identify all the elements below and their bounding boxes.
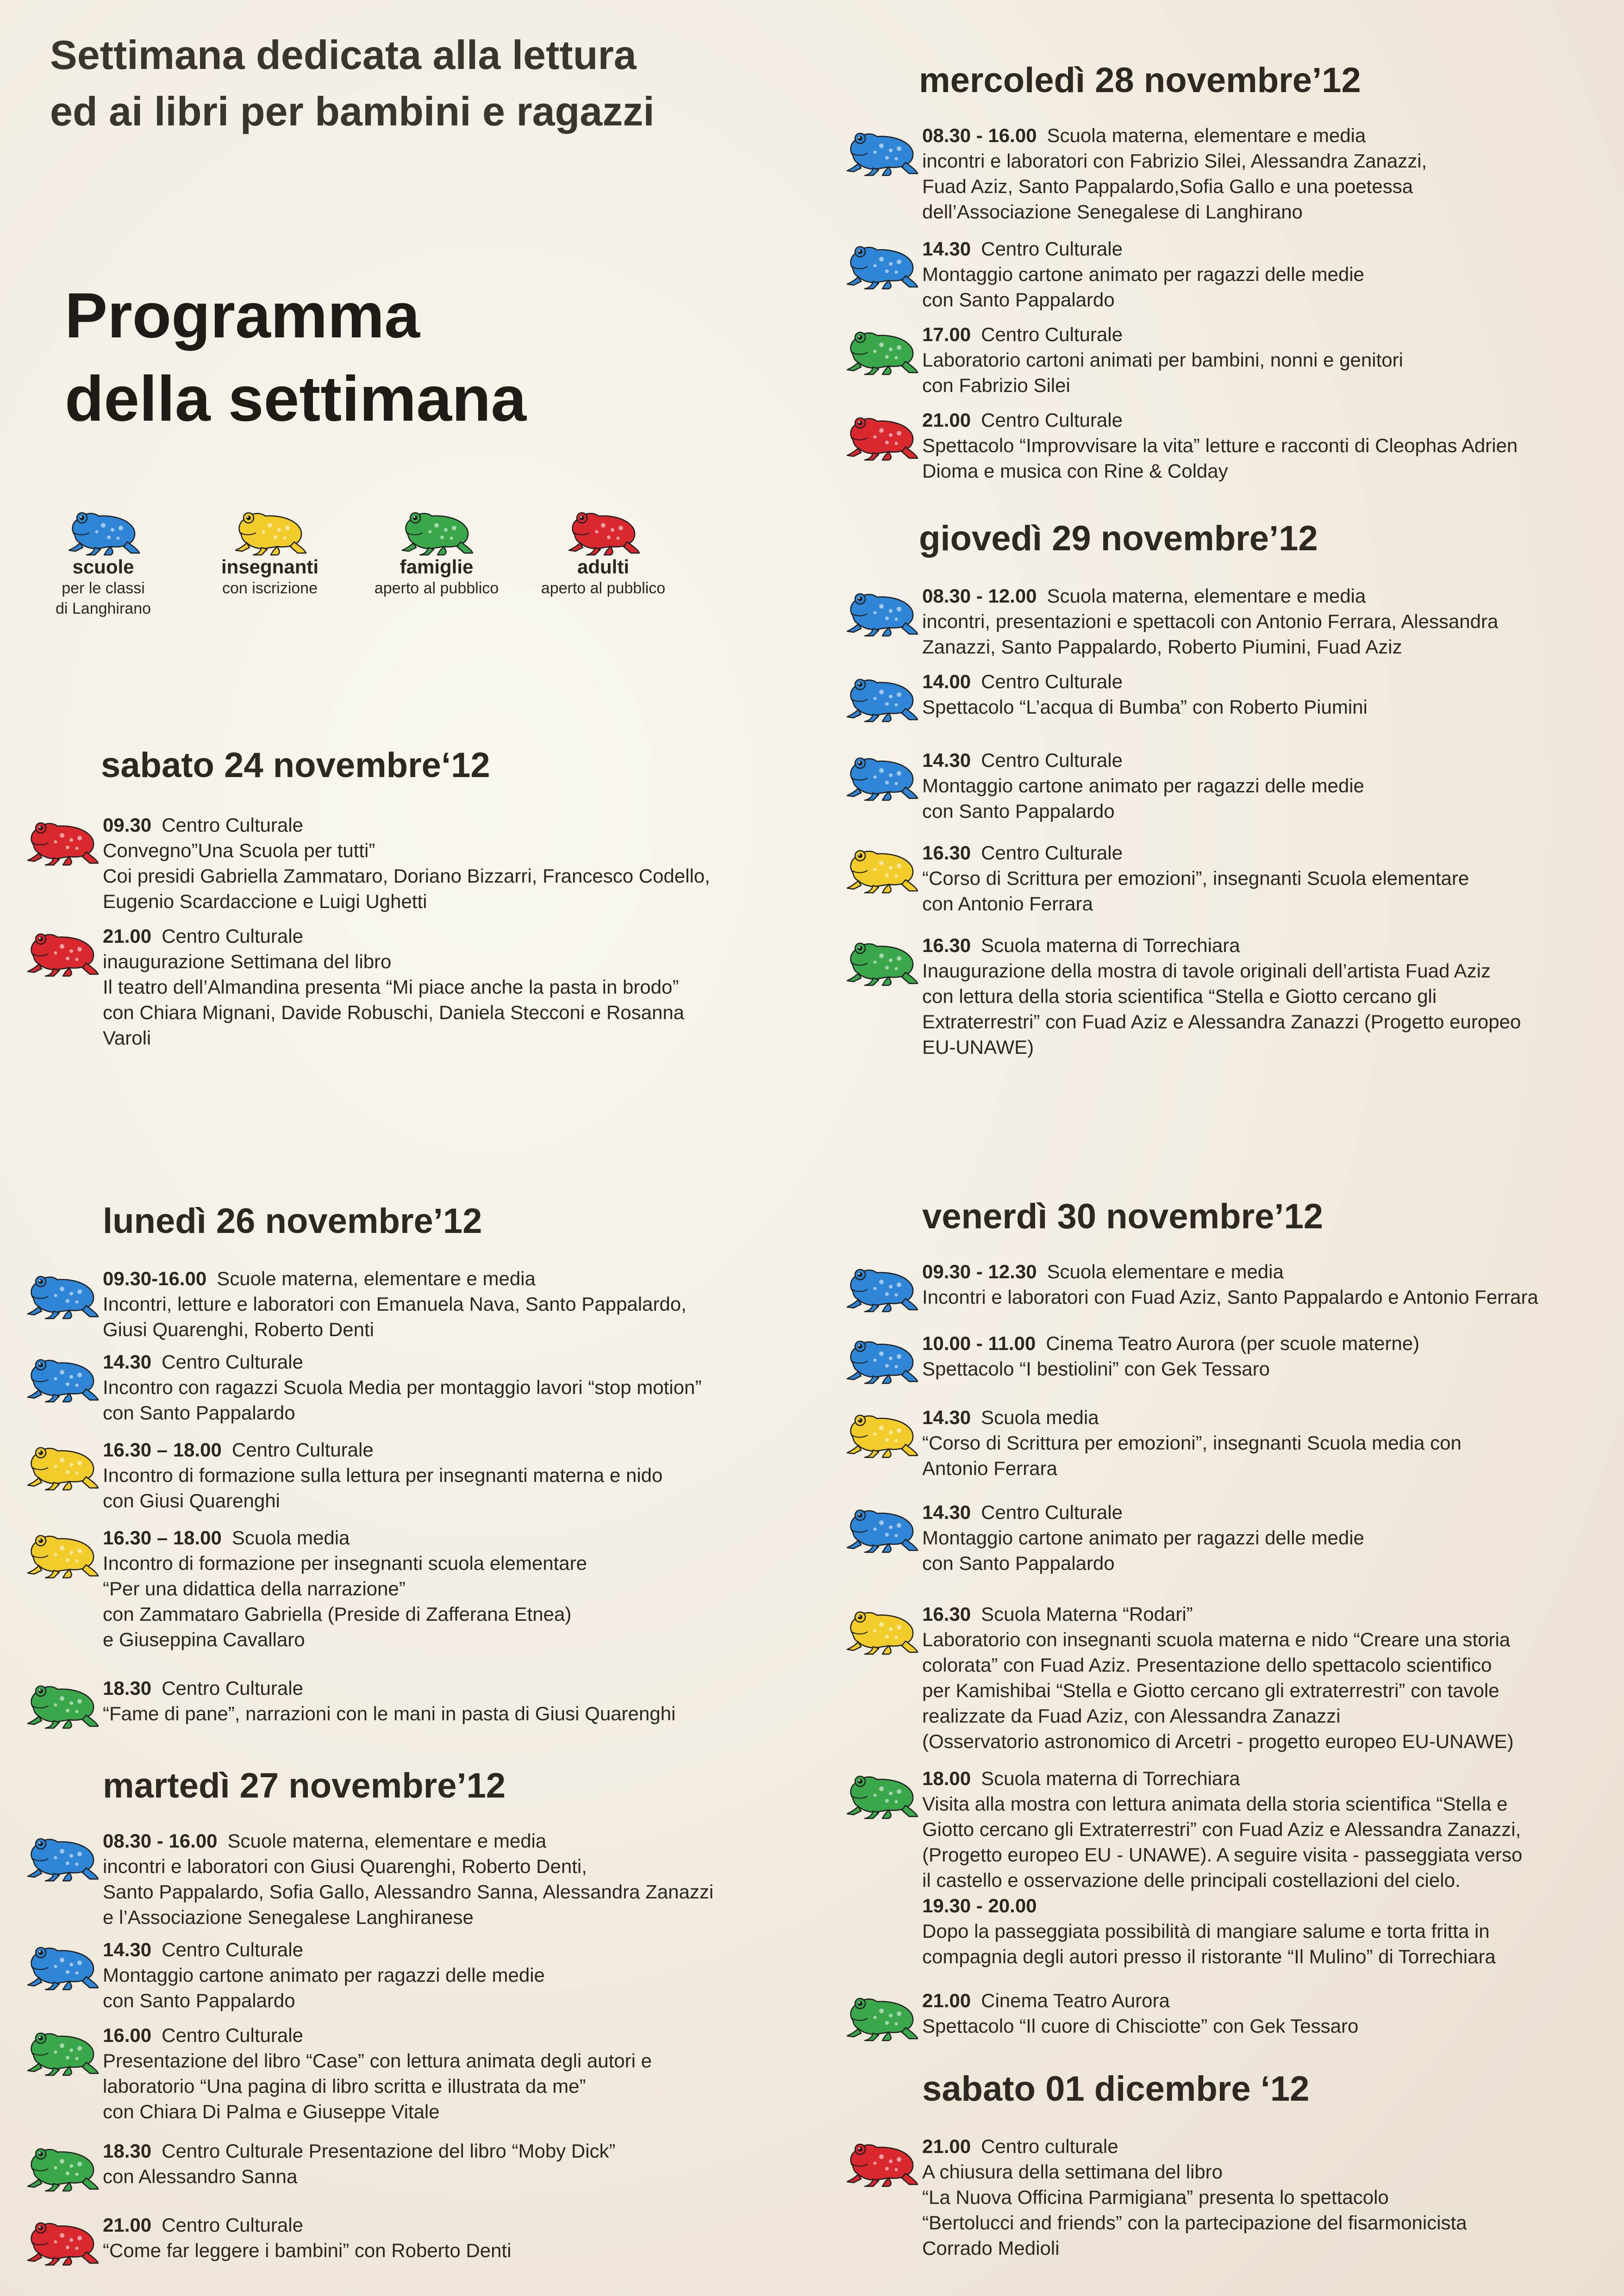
event-description-line: Coi presidi Gabriella Zammataro, Doriano Bizzarri, Francesco Codello, <box>103 865 710 887</box>
event-description-line: “Bertolucci and friends” con la partecipazione del fisarmonicista <box>922 2212 1467 2234</box>
frog-icon <box>233 502 307 557</box>
event-description-line: “Come far leggere i bambini” con Roberto Denti <box>103 2240 512 2261</box>
event-description-line: dell’Associazione Senegalese di Langhirano <box>922 201 1303 223</box>
frog-icon <box>25 1266 99 1320</box>
event-time: 14.30 <box>103 1939 152 1960</box>
event-description-line: Montaggio cartone animato per ragazzi delle medie <box>922 263 1364 285</box>
event-description-line: Montaggio cartone animato per ragazzi delle medie <box>922 775 1364 796</box>
legend-description: per le classi <box>62 579 145 597</box>
event-entry <box>103 2022 788 2124</box>
frog-icon <box>25 812 99 867</box>
frog-icon <box>844 1331 918 1385</box>
event-time: 08.30 - 12.00 <box>922 585 1037 607</box>
event-heading <box>922 1405 1607 1430</box>
frog-icon <box>25 1525 99 1580</box>
event-extra-time: 19.30 - 20.00 <box>922 1895 1037 1916</box>
event-description-line: “Fame di pane”, narrazioni con le mani in pasta di Giusi Quarenghi <box>103 1703 676 1724</box>
event-entry <box>922 583 1607 660</box>
event-description-line: Montaggio cartone animato per ragazzi delle medie <box>103 1964 545 1986</box>
event-description-line: Spettacolo “Improvvisare la vita” letture e racconti di Cleophas Adrien <box>922 435 1518 456</box>
frog-icon <box>25 2138 99 2193</box>
frog-icon <box>844 2134 918 2188</box>
event-time: 14.30 <box>922 238 971 260</box>
event-heading <box>922 123 1607 148</box>
event-entry <box>922 2134 1607 2261</box>
event-venue: Centro Culturale <box>231 1439 374 1461</box>
event-heading <box>922 747 1607 773</box>
event-description-line: Dopo la passeggiata possibilità di mangiare salume e torta fritta in <box>922 1920 1490 1942</box>
event-description-line: Inaugurazione della mostra di tavole originali dell’artista Fuad Aziz <box>922 960 1491 982</box>
event-description-line: con Alessandro Sanna <box>103 2165 298 2187</box>
event-time: 18.30 <box>103 2140 152 2162</box>
event-time: 14.30 <box>922 749 971 771</box>
event-description-line: Visita alla mostra con lettura animata della storia scientifica “Stella e <box>922 1793 1508 1815</box>
event-description-line: realizzate da Fuad Aziz, con Alessandra Zanazzi <box>922 1705 1341 1727</box>
event-venue: Scuole materna, elementare e media <box>217 1268 536 1289</box>
event-time: 09.30 - 12.30 <box>922 1261 1037 1282</box>
event-description-line: Dioma e musica con Rine & Colday <box>922 460 1228 482</box>
event-venue: Centro Culturale <box>981 324 1123 345</box>
frog-icon <box>844 840 918 895</box>
event-venue: Centro Culturale <box>162 2214 303 2236</box>
event-heading <box>922 840 1607 865</box>
legend-item-insegnanti <box>194 502 346 598</box>
programma-title-line-1: Programma <box>65 280 420 351</box>
event-description-line: colorata” con Fuad Aziz. Presentazione dello spettacolo scientifico <box>922 1654 1492 1676</box>
event-description-line: Il teatro dell’Almandina presenta “Mi piace anche la pasta in brodo” <box>103 976 679 998</box>
day-title: giovedì 29 novembre’12 <box>919 519 1318 558</box>
event-description-line: il castello e osservazione delle principali costellazioni del cielo. <box>922 1869 1461 1891</box>
event-description-line: con Antonio Ferrara <box>922 893 1093 915</box>
event-venue: Centro Culturale <box>981 1501 1123 1523</box>
frog-icon <box>25 1937 99 1991</box>
event-description-line: incontri e laboratori con Fabrizio Silei, Alessandra Zanazzi, <box>922 150 1427 172</box>
event-description-line: con Santo Pappalardo <box>103 1990 295 2011</box>
event-time: 18.30 <box>103 1677 152 1699</box>
event-entry <box>922 840 1607 916</box>
event-description-line: e Giuseppina Cavallaro <box>103 1629 305 1650</box>
event-entry <box>922 236 1607 312</box>
event-time: 14.30 <box>922 1406 971 1428</box>
event-venue: Cinema Teatro Aurora <box>981 1990 1170 2011</box>
event-heading <box>103 1266 788 1291</box>
frog-icon <box>844 1988 918 2042</box>
event-description-line: (Osservatorio astronomico di Arcetri - progetto europeo EU-UNAWE) <box>922 1730 1514 1752</box>
event-venue: Centro Culturale <box>162 1939 303 1960</box>
event-description-line: e l’Associazione Senegalese Langhiranese <box>103 1906 474 1928</box>
event-description-line: con lettura della storia scientifica “Stella e Giotto cercano gli <box>922 985 1437 1007</box>
event-description-line: Incontro con ragazzi Scuola Media per montaggio lavori “stop motion” <box>103 1376 702 1398</box>
event-description-line: incontri e laboratori con Giusi Quarenghi, Roberto Denti, <box>103 1855 587 1877</box>
frog-icon <box>25 1349 99 1404</box>
event-description-line: con Santo Pappalardo <box>922 289 1115 311</box>
event-description-line: laboratorio “Una pagina di libro scritta e illustrata da me” <box>103 2075 586 2097</box>
frog-icon <box>844 1259 918 1313</box>
event-entry <box>103 1525 788 1652</box>
event-entry <box>103 1437 788 1513</box>
event-venue: Centro Culturale <box>162 2024 303 2046</box>
event-heading <box>103 2022 788 2048</box>
event-description-line: Varoli <box>103 1027 151 1049</box>
event-description-line: Presentazione del libro “Case” con lettura animata degli autori e <box>103 2050 652 2072</box>
event-entry <box>103 1349 788 1425</box>
frog-icon <box>844 1405 918 1459</box>
event-venue: Centro Culturale <box>981 749 1123 771</box>
frog-icon <box>844 669 918 723</box>
event-time: 21.00 <box>922 409 971 431</box>
event-description-line: Laboratorio con insegnanti scuola materna e nido “Creare una storia <box>922 1629 1511 1650</box>
event-heading <box>103 923 788 949</box>
event-heading <box>922 1259 1607 1284</box>
event-entry <box>103 2138 788 2189</box>
frog-icon <box>844 123 918 177</box>
event-venue: Centro Culturale <box>981 671 1123 692</box>
event-heading <box>103 1828 788 1854</box>
event-time: 14.30 <box>922 1501 971 1523</box>
event-entry <box>922 1766 1607 1969</box>
event-heading <box>922 1601 1607 1627</box>
day-title: venerdì 30 novembre’12 <box>922 1197 1323 1236</box>
event-time: 18.00 <box>922 1767 971 1789</box>
event-heading <box>922 322 1607 347</box>
event-entry <box>922 322 1607 398</box>
frog-icon <box>66 502 140 557</box>
event-venue: Centro culturale <box>981 2135 1118 2157</box>
event-description-line: Incontri, letture e laboratori con Emanuela Nava, Santo Pappalardo, <box>103 1293 687 1315</box>
event-venue: Scuola Materna “Rodari” <box>981 1603 1193 1625</box>
event-venue: Scuola elementare e media <box>1047 1261 1284 1282</box>
legend-label: famiglie <box>400 556 474 578</box>
event-time: 14.30 <box>103 1351 152 1373</box>
event-time: 17.00 <box>922 324 971 345</box>
event-venue: Centro Culturale <box>981 409 1123 431</box>
event-venue: Centro Culturale <box>981 238 1123 260</box>
legend-description: con iscrizione <box>222 579 318 597</box>
event-entry <box>922 1500 1607 1576</box>
frog-icon <box>25 1437 99 1492</box>
event-description-line: Extraterrestri” con Fuad Aziz e Alessandra Zanazzi (Progetto europeo <box>922 1011 1521 1033</box>
event-heading <box>103 1937 788 1962</box>
event-venue: Centro Culturale <box>162 1677 303 1699</box>
event-description-line: “Per una didattica della narrazione” <box>103 1578 406 1599</box>
event-description-line: con Santo Pappalardo <box>922 800 1115 822</box>
event-description-line: Incontri e laboratori con Fuad Aziz, Santo Pappalardo e Antonio Ferrara <box>922 1286 1538 1308</box>
event-time: 21.00 <box>922 1990 971 2011</box>
event-heading <box>922 669 1607 694</box>
frog-icon <box>844 236 918 291</box>
legend-item-adulti <box>527 502 680 598</box>
event-entry <box>103 1828 788 1930</box>
event-description-line: con Chiara Mignani, Davide Robuschi, Daniela Stecconi e Rosanna <box>103 1002 685 1023</box>
event-heading <box>922 1331 1607 1356</box>
event-heading <box>922 583 1607 609</box>
event-heading <box>103 1437 788 1462</box>
day-title: mercoledì 28 novembre’12 <box>919 61 1361 100</box>
event-description-line: A chiusura della settimana del libro <box>922 2161 1223 2183</box>
event-heading <box>922 407 1607 433</box>
legend-label: adulti <box>577 556 629 578</box>
event-time: 14.00 <box>922 671 971 692</box>
headline <box>50 27 655 140</box>
event-time: 09.30-16.00 <box>103 1268 207 1289</box>
event-description-line: Zanazzi, Santo Pappalardo, Roberto Piumini, Fuad Aziz <box>922 636 1402 658</box>
event-entry <box>922 747 1607 824</box>
event-description-line: Giotto cercano gli Extraterrestri” con Fuad Aziz e Alessandra Zanazzi, <box>922 1818 1521 1840</box>
event-entry <box>922 933 1607 1060</box>
event-description-line: con Santo Pappalardo <box>922 1552 1115 1574</box>
event-description-line: Spettacolo “L’acqua di Bumba” con Roberto Piumini <box>922 696 1368 718</box>
event-heading <box>922 1500 1607 1525</box>
event-heading <box>103 1675 788 1701</box>
frog-icon <box>844 933 918 987</box>
event-heading <box>922 933 1607 958</box>
event-entry <box>922 1331 1607 1381</box>
event-time: 21.00 <box>103 2214 152 2236</box>
frog-icon <box>25 1828 99 1883</box>
frog-icon <box>25 2022 99 2077</box>
event-description-line: Corrado Medioli <box>922 2237 1060 2259</box>
event-heading <box>922 1988 1607 2013</box>
event-description-line: “Corso di Scrittura per emozioni”, insegnanti Scuola media con <box>922 1432 1462 1454</box>
frog-icon <box>566 502 640 557</box>
event-venue: Centro Culturale <box>981 842 1123 864</box>
programma-title <box>65 274 526 441</box>
event-time: 16.30 – 18.00 <box>103 1439 222 1461</box>
programma-title-line-2: della settimana <box>65 363 527 435</box>
event-heading <box>103 2212 788 2238</box>
frog-icon <box>400 502 474 557</box>
event-description-line: Santo Pappalardo, Sofia Gallo, Alessandro Sanna, Alessandra Zanazzi <box>103 1881 714 1903</box>
event-venue: Scuole materna, elementare e media <box>227 1830 547 1852</box>
event-description-line: compagnia degli autori presso il ristorante “Il Mulino” di Torrechiara <box>922 1946 1496 1967</box>
event-entry <box>922 1988 1607 2039</box>
event-venue: Centro Culturale <box>162 1351 303 1373</box>
event-time: 16.30 – 18.00 <box>103 1527 222 1549</box>
event-description-line: inaugurazione Settimana del libro <box>103 951 392 972</box>
event-entry <box>922 1405 1607 1481</box>
event-entry <box>103 2212 788 2263</box>
event-venue: Centro Culturale Presentazione del libro “Moby Dick” <box>162 2140 616 2162</box>
day-title: lunedì 26 novembre’12 <box>103 1201 482 1241</box>
day-title: martedì 27 novembre’12 <box>103 1766 506 1805</box>
event-time: 09.30 <box>103 814 152 836</box>
event-venue: Scuola materna di Torrechiara <box>981 934 1240 956</box>
event-entry <box>922 123 1607 224</box>
event-heading <box>103 1525 788 1550</box>
event-description-line: con Fabrizio Silei <box>922 374 1070 396</box>
event-entry <box>103 1266 788 1342</box>
event-entry <box>103 923 788 1051</box>
event-venue: Scuola materna, elementare e media <box>1047 124 1366 146</box>
event-time: 21.00 <box>103 925 152 947</box>
legend-item-scuole <box>27 502 180 619</box>
headline-line-1: Settimana dedicata alla lettura <box>50 32 637 78</box>
frog-icon <box>844 1766 918 1820</box>
legend-description: aperto al pubblico <box>374 579 499 597</box>
event-description-line: per Kamishibai “Stella e Giotto cercano gli extraterrestri” con tavole <box>922 1680 1499 1701</box>
event-description-line: incontri, presentazioni e spettacoli con Antonio Ferrara, Alessandra <box>922 610 1499 632</box>
event-description-line: Laboratorio cartoni animati per bambini, nonni e genitori <box>922 349 1403 371</box>
event-description-line: (Progetto europeo EU - UNAWE). A seguire visita - passeggiata verso <box>922 1844 1523 1866</box>
frog-icon <box>844 407 918 462</box>
event-description-line: Incontro di formazione per insegnanti scuola elementare <box>103 1552 587 1574</box>
event-description-line: Giusi Quarenghi, Roberto Denti <box>103 1319 374 1340</box>
event-entry <box>103 1675 788 1726</box>
event-heading <box>103 2138 788 2164</box>
event-heading <box>103 1349 788 1375</box>
event-description-line: “Corso di Scrittura per emozioni”, insegnanti Scuola elementare <box>922 867 1469 889</box>
event-time: 10.00 - 11.00 <box>922 1332 1036 1354</box>
frog-icon <box>844 322 918 376</box>
event-description-line: con Santo Pappalardo <box>103 1402 295 1424</box>
event-description-line: con Zammataro Gabriella (Preside di Zafferana Etnea) <box>103 1603 572 1625</box>
day-title: sabato 01 dicembre ‘12 <box>922 2069 1310 2109</box>
event-venue: Scuola media <box>981 1406 1099 1428</box>
event-time: 08.30 - 16.00 <box>103 1830 218 1852</box>
event-description-line: Eugenio Scardaccione e Luigi Ughetti <box>103 890 427 912</box>
event-description-line: Montaggio cartone animato per ragazzi delle medie <box>922 1527 1364 1549</box>
event-time: 16.30 <box>922 934 971 956</box>
event-entry <box>922 669 1607 720</box>
legend-description: aperto al pubblico <box>541 579 666 597</box>
event-venue: Centro Culturale <box>162 925 303 947</box>
event-entry <box>922 1259 1607 1310</box>
event-description-line: Spettacolo “I bestiolini” con Gek Tessaro <box>922 1358 1270 1380</box>
event-venue: Cinema Teatro Aurora (per scuole materne) <box>1046 1332 1420 1354</box>
legend-item-famiglie <box>360 502 513 598</box>
event-entry <box>922 1601 1607 1754</box>
event-venue: Scuola materna di Torrechiara <box>981 1767 1240 1789</box>
event-time: 16.30 <box>922 842 971 864</box>
frog-icon <box>844 747 918 802</box>
event-time: 21.00 <box>922 2135 971 2157</box>
event-venue: Scuola materna, elementare e media <box>1047 585 1366 607</box>
frog-icon <box>25 2212 99 2267</box>
event-description-line: “La Nuova Officina Parmigiana” presenta lo spettacolo <box>922 2186 1389 2208</box>
event-heading <box>103 812 788 838</box>
event-description-line: con Chiara Di Palma e Giuseppe Vitale <box>103 2101 440 2122</box>
event-time: 16.00 <box>103 2024 152 2046</box>
legend-label: scuole <box>72 556 134 578</box>
frog-icon <box>844 1500 918 1554</box>
event-description-line: Convegno”Una Scuola per tutti” <box>103 840 375 861</box>
legend-label: insegnanti <box>221 556 319 578</box>
event-description-line: EU-UNAWE) <box>922 1036 1034 1058</box>
legend-description: di Langhirano <box>55 600 151 617</box>
event-description-line: Fuad Aziz, Santo Pappalardo,Sofia Gallo e una poetessa <box>922 175 1413 197</box>
event-heading <box>922 1766 1607 1791</box>
event-time: 08.30 - 16.00 <box>922 124 1037 146</box>
event-heading <box>922 236 1607 261</box>
frog-icon <box>25 1675 99 1730</box>
frog-icon <box>25 923 99 978</box>
event-entry <box>922 407 1607 484</box>
frog-icon <box>844 583 918 638</box>
day-title: sabato 24 novembre‘12 <box>101 746 490 785</box>
event-venue: Centro Culturale <box>162 814 303 836</box>
event-time: 16.30 <box>922 1603 971 1625</box>
frog-icon <box>844 1601 918 1656</box>
event-description-line: Incontro di formazione sulla lettura per insegnanti materna e nido <box>103 1464 663 1486</box>
event-entry <box>103 812 788 914</box>
event-venue: Scuola media <box>231 1527 350 1549</box>
event-description-line: Antonio Ferrara <box>922 1457 1057 1479</box>
event-heading <box>922 2134 1607 2159</box>
event-description-line: Spettacolo “Il cuore di Chisciotte” con Gek Tessaro <box>922 2015 1359 2037</box>
headline-line-2: ed ai libri per bambini e ragazzi <box>50 88 655 134</box>
event-description-line: con Giusi Quarenghi <box>103 1490 280 1512</box>
event-entry <box>103 1937 788 2013</box>
